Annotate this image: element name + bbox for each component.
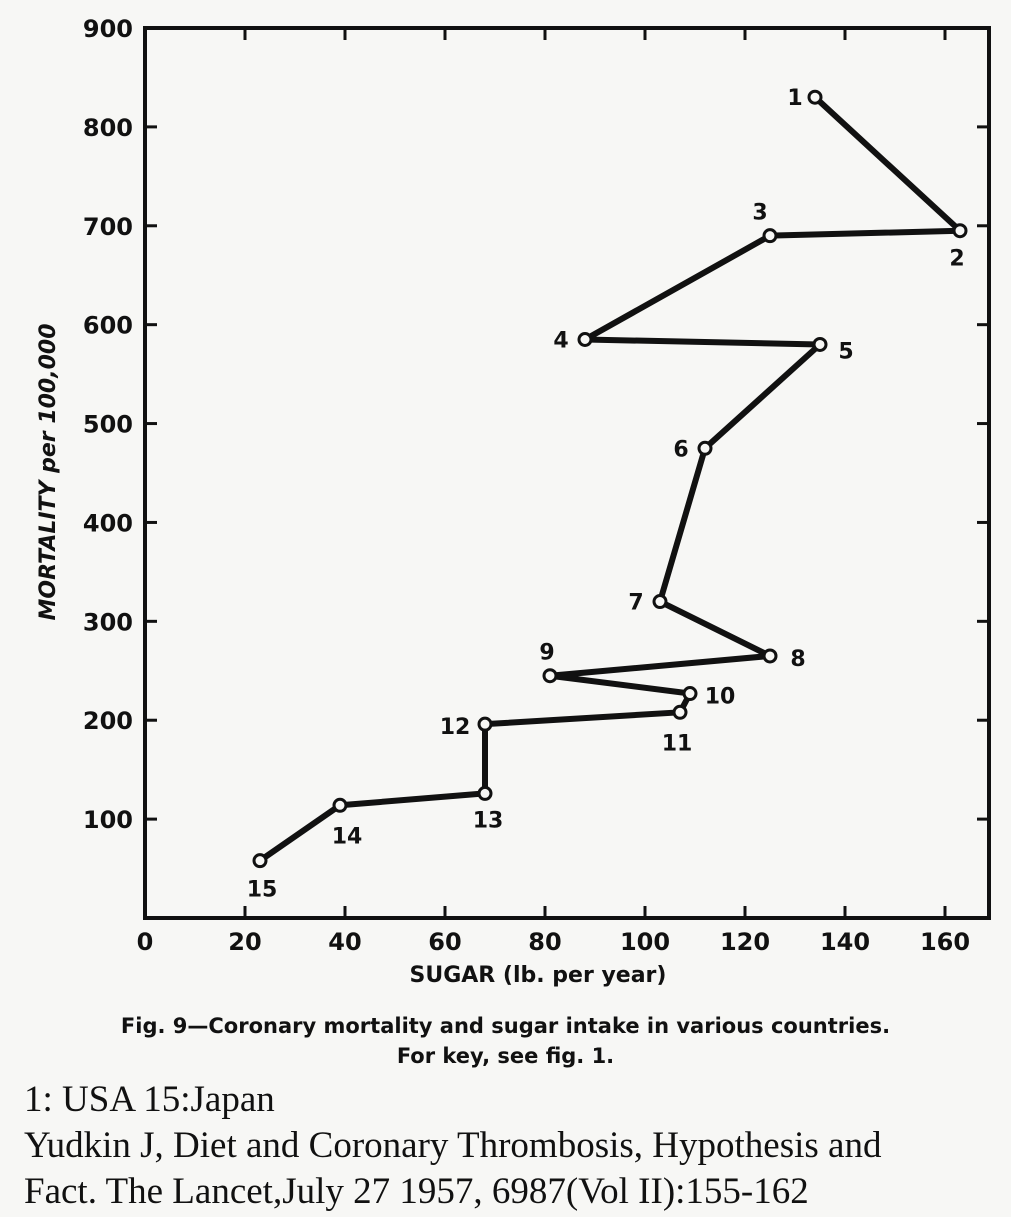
x-tick-label: 80 <box>528 928 562 956</box>
data-point-label: 4 <box>553 328 569 354</box>
y-tick-label: 700 <box>82 212 133 241</box>
reference-line-1: Yudkin J, Diet and Coronary Thrombosis, Hypothesis and <box>24 1125 882 1166</box>
data-point <box>814 338 826 350</box>
y-tick-label: 600 <box>82 311 133 340</box>
data-point-label: 3 <box>752 200 768 226</box>
data-point-label: 7 <box>628 590 644 616</box>
data-point-label: 2 <box>949 246 965 272</box>
data-point <box>699 442 711 454</box>
data-point <box>479 787 491 799</box>
x-tick-label: 100 <box>619 928 671 956</box>
data-point-label: 5 <box>838 339 854 365</box>
plot-frame <box>145 28 989 918</box>
x-tick-label: 20 <box>228 928 262 956</box>
x-axis-title: SUGAR (lb. per year) <box>409 963 667 988</box>
data-point-label: 15 <box>246 877 278 903</box>
x-tick-label: 140 <box>819 928 871 956</box>
data-point <box>809 91 821 103</box>
data-point <box>579 334 591 346</box>
figure-caption: Fig. 9—Coronary mortality and sugar intake in various countries. <box>120 1014 891 1038</box>
figure-caption-key-note: For key, see fig. 1. <box>396 1044 615 1068</box>
data-point <box>334 799 346 811</box>
data-point <box>674 706 686 718</box>
y-tick-label: 400 <box>82 509 133 538</box>
y-axis-title: MORTALITY per 100,000 <box>36 323 61 621</box>
data-point <box>684 688 696 700</box>
y-tick-label: 300 <box>82 608 133 637</box>
data-point <box>764 230 776 242</box>
country-key-note: 1: USA 15:Japan <box>24 1079 275 1120</box>
x-tick-label: 0 <box>136 928 154 956</box>
data-point-label: 13 <box>472 808 504 834</box>
y-tick-label: 200 <box>82 707 133 736</box>
data-point <box>544 670 556 682</box>
data-point-label: 8 <box>790 646 806 672</box>
data-point <box>654 596 666 608</box>
x-tick-label: 60 <box>428 928 462 956</box>
data-point-label: 11 <box>661 731 693 757</box>
reference-line-2: Fact. The Lancet,July 27 1957, 6987(Vol II):155-162 <box>24 1171 809 1212</box>
y-tick-label: 900 <box>82 15 133 43</box>
series-line <box>260 97 960 860</box>
y-tick-label: 500 <box>82 410 133 439</box>
y-tick-label: 100 <box>82 806 133 835</box>
data-point-label: 12 <box>439 715 471 741</box>
data-point <box>764 650 776 662</box>
data-point <box>479 718 491 730</box>
data-point <box>254 855 266 867</box>
x-tick-label: 160 <box>919 928 971 956</box>
data-point-label: 9 <box>539 640 555 666</box>
x-tick-label: 40 <box>328 928 362 956</box>
data-point-label: 1 <box>787 86 803 112</box>
data-point-label: 14 <box>331 824 363 850</box>
y-tick-label: 800 <box>82 113 133 142</box>
data-point-label: 10 <box>704 684 736 710</box>
data-point <box>954 225 966 237</box>
x-tick-label: 120 <box>719 928 771 956</box>
data-point-label: 6 <box>673 437 689 463</box>
